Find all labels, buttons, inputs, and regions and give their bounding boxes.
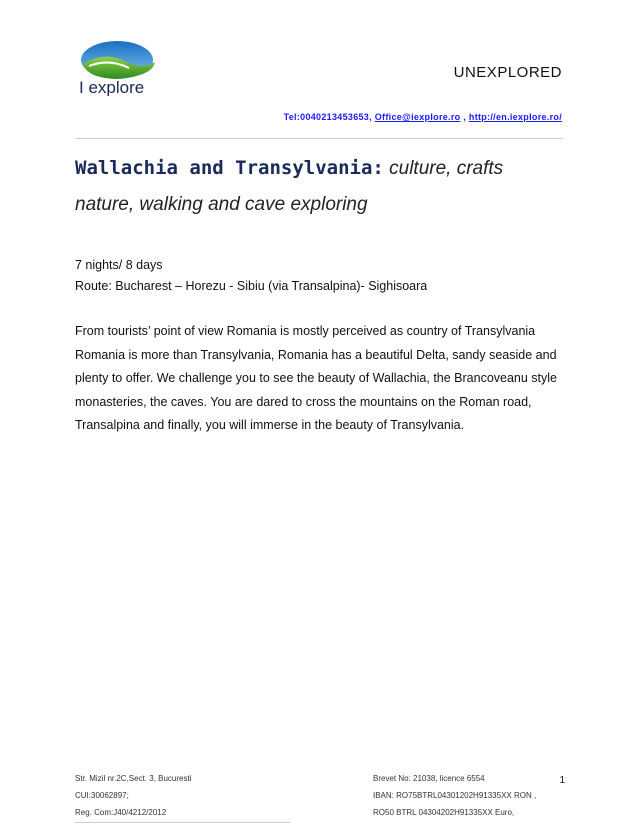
- trip-route: Route: Bucharest – Horezu - Sibiu (via Transalpina)- Sighisoara: [75, 279, 428, 293]
- logo-text: I explore: [79, 78, 145, 96]
- footer-address-block: [75, 770, 191, 821]
- contact-phone: Tel:0040213453653: [283, 112, 370, 122]
- title-bold: Wallachia and Transylvania:: [75, 157, 384, 179]
- header-divider: [75, 138, 563, 139]
- footer-iban-euro: RO50 BTRL 04304202H91335XX Euro,: [373, 808, 515, 817]
- footer-bank-block: [373, 770, 536, 821]
- title-italic-2: nature, walking and cave exploring: [75, 194, 368, 215]
- title-italic-1: culture, crafts: [389, 158, 504, 179]
- footer-address: Str. Mizil nr.2C,Sect. 3, Bucuresti: [75, 774, 192, 783]
- description-line: Transalpina and finally, you will immerse in the beauty of Transylvania.: [75, 418, 465, 432]
- footer-cui: CUI:30062897;: [75, 791, 129, 800]
- website-link[interactable]: http://en.iexplore.ro/: [468, 112, 562, 122]
- description-line: Romania is more than Transylvania, Romania has a beautiful Delta, sandy seaside and: [75, 347, 557, 362]
- company-logo: [75, 40, 165, 96]
- contact-line: [284, 112, 562, 122]
- footer-divider: [75, 822, 290, 823]
- brand-name: UNEXPLORED: [453, 64, 562, 81]
- page-title: [75, 150, 575, 223]
- trip-duration: 7 nights/ 8 days: [75, 258, 163, 272]
- description-paragraph: [75, 320, 567, 438]
- footer-licence: Brevet No: 21038, licence 6554: [373, 774, 485, 783]
- page-number: 1: [559, 775, 565, 786]
- description-line: From tourists’ point of view Romania is mostly perceived as country of Transylvania: [75, 324, 536, 338]
- description-line: plenty to offer. We challenge you to see the beauty of Wallachia, the Brancoveanu style: [75, 371, 558, 385]
- description-line: monasteries, the caves. You are dared to cross the mountains on the Roman road,: [75, 394, 532, 409]
- footer-iban-ron: IBAN: RO75BTRL04301202H91335XX RON ,: [373, 791, 537, 800]
- separator: ,: [463, 112, 467, 122]
- email-link[interactable]: Office@iexplore.ro: [374, 112, 461, 122]
- logo-icon: [75, 40, 165, 96]
- footer-reg: Reg. Com:J40/4212/2012: [75, 808, 167, 817]
- separator: ,: [369, 112, 372, 122]
